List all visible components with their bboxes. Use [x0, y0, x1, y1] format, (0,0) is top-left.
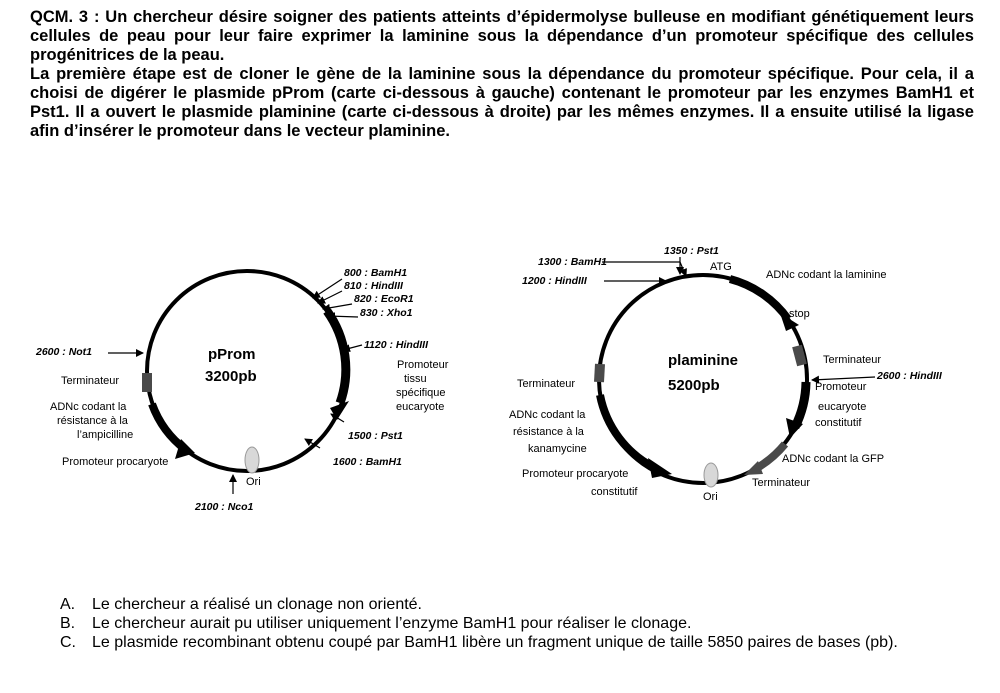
pprom-promoteur-block: [327, 311, 346, 403]
answer-a-text: Le chercheur a réalisé un clonage non orienté.: [92, 596, 422, 613]
question-paragraph-1: QCM. 3 : Un chercheur désire soigner des patients atteints d’épidermolyse bulleuse en modifiant génétiquement leurs cellules de peau pour leur faire exprimer la laminine sous la dépendance d’un promoteur spécifique des cellules progénitrices de la peau.: [30, 8, 974, 64]
pprom-site-pst1-1500: 1500 : Pst1: [348, 430, 403, 442]
plaminine-promoteur-euca-label-3: constitutif: [815, 417, 862, 429]
plaminine-site-pst1-1350: 1350 : Pst1: [664, 245, 719, 257]
pprom-adnc-label-1: ADNc codant la: [50, 401, 127, 413]
plaminine-kana-label-2: résistance à la: [513, 426, 584, 438]
answer-a-letter: A.: [60, 596, 76, 613]
plaminine-terminateur-l-label: Terminateur: [517, 378, 576, 390]
pprom-promoteur-proca-label: Promoteur procaryote: [62, 456, 169, 468]
plaminine-arrow-bamh1-1300: [680, 262, 686, 276]
plaminine-promoteur-euca-label-1: Promoteur: [815, 381, 867, 393]
pprom-name: pProm: [208, 346, 256, 363]
pprom-site-nco1-2100: 2100 : Nco1: [195, 501, 254, 513]
pprom-size: 3200pb: [205, 368, 257, 385]
plaminine-site-hindiii-2600: 2600 : HindIII: [877, 370, 942, 382]
answer-b-letter: B.: [60, 615, 76, 632]
plasmid-maps: [0, 232, 1000, 562]
plaminine-terminateur-b-label: Terminateur: [752, 477, 811, 489]
plaminine-arrow-hindiii-2600: [812, 377, 875, 380]
plaminine-kana-block: [600, 395, 655, 468]
plaminine-laminine-block: [730, 279, 788, 319]
pprom-adnc-label-3: l’ampicilline: [77, 429, 134, 441]
plaminine-size: 5200pb: [668, 377, 720, 394]
question-paragraph-2: La première étape est de cloner le gène de la laminine sous la dépendance du promoteur spécifique. Pour cela, il a choisi de digérer le plasmide pProm (carte ci-dessous à gauche) contenant le promoteur par les enzymes BamH1 et Pst1. Il a ouvert le plasmide plaminine (carte ci-dessous à droite) par les mêmes enzymes. Il a ensuite utilisé la ligase afin d’insérer le promoteur dans le vecteur plaminine.: [30, 65, 974, 140]
plaminine-promoteur-euca-label-2: eucaryote: [818, 401, 867, 413]
plaminine-promoteur-proca-label-2: constitutif: [591, 486, 638, 498]
pprom-site-bamh1-800: 800 : BamH1: [344, 267, 408, 279]
plaminine-promoteur-euca-block: [795, 382, 806, 427]
pprom-terminateur-label: Terminateur: [61, 375, 120, 387]
answer-b-text: Le chercheur aurait pu utiliser uniquement l’enzyme BamH1 pour réaliser le clonage.: [92, 615, 692, 632]
plaminine-stop-label: stop: [789, 308, 810, 320]
pprom-site-not1-2600: 2600 : Not1: [36, 346, 93, 358]
answer-c[interactable]: [60, 633, 974, 652]
pprom-site-ecor1-820: 820 : EcoR1: [354, 293, 414, 305]
pprom-promoteur-label-3: spécifique: [396, 387, 446, 399]
plaminine-atg-label: ATG: [710, 261, 732, 273]
pprom-promoteur-label-1: Promoteur: [397, 359, 449, 371]
pprom-adnc-label-2: résistance à la: [57, 415, 128, 427]
plaminine-ori-label: Ori: [703, 491, 718, 503]
pprom-arrow-bamh1-800: [313, 279, 342, 298]
pprom-ori-oval: [245, 447, 259, 473]
pprom-site-hindiii-810: 810 : HindIII: [344, 280, 403, 292]
pprom-promoteur-label-2: tissu: [404, 373, 427, 385]
plaminine-gfp-block: [757, 444, 785, 468]
answer-c-letter: C.: [60, 634, 76, 651]
answer-b[interactable]: [60, 614, 974, 633]
pprom-arrow-ecor1-820: [323, 304, 352, 309]
plaminine-site-hindiii-1200: 1200 : HindIII: [522, 275, 587, 287]
pprom-ori-label: Ori: [246, 476, 261, 488]
plaminine-gfp-label: ADNc codant la GFP: [782, 453, 885, 465]
plaminine-terminateur-l-block: [599, 364, 600, 382]
pprom-site-hindiii-1120: 1120 : HindIII: [364, 339, 428, 351]
answer-list: [60, 595, 974, 652]
plaminine-promoteur-proca-label-1: Promoteur procaryote: [522, 468, 629, 480]
plaminine-kana-label-1: ADNc codant la: [509, 409, 586, 421]
answer-a[interactable]: [60, 595, 974, 614]
answer-c-text: Le plasmide recombinant obtenu coupé par BamH1 libère un fragment unique de taille 5850 paires de bases (pb).: [92, 634, 898, 651]
plaminine-terminateur-r-label: Terminateur: [823, 354, 882, 366]
pprom-map: [35, 267, 449, 513]
pprom-promoteur-label-4: eucaryote: [396, 401, 445, 413]
pprom-site-bamh1-1600: 1600 : BamH1: [333, 456, 402, 468]
plaminine-name: plaminine: [668, 352, 739, 369]
plaminine-site-bamh1-1300: 1300 : BamH1: [538, 256, 607, 268]
plaminine-map: [509, 245, 943, 503]
pprom-site-xho1-830: 830 : Xho1: [360, 307, 413, 319]
plaminine-ori-oval: [704, 463, 718, 487]
plaminine-laminine-label: ADNc codant la laminine: [766, 269, 887, 281]
plaminine-kana-label-3: kanamycine: [528, 443, 587, 455]
question-text: [30, 8, 974, 141]
plaminine-terminateur-r-block: [797, 346, 802, 365]
